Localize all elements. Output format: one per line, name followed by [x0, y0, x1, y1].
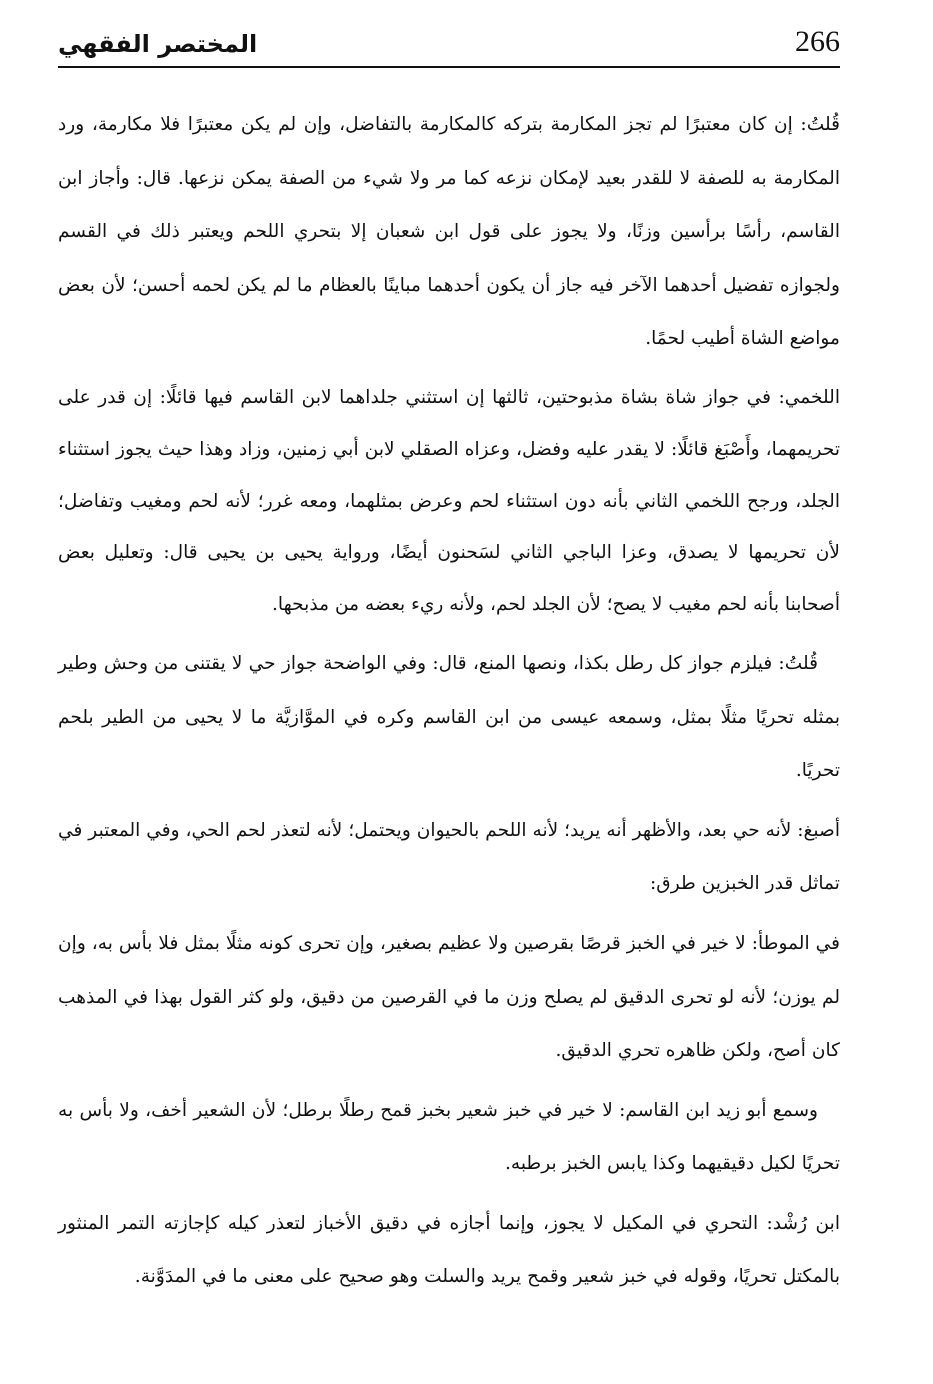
paragraph-lakhmi: اللخمي: في جواز شاة بشاة مذبوحتين، ثالثها إن استثني جلداهما لابن القاسم فيها قائلًا: إن قدر على تحريمهما، وأَصْبَغ قائلًا: لا يقدر عليه وفضل، وعزاه الصقلي لابن أبي زمنين، وزاد وهذا حيث يجوز استثناء الجلد، ورجح اللخمي الثاني بأنه دون استثناء لحم وعرض بمثلهما، ومعه غرر؛ لأنه لحم ومغيب وتفاضل؛ لأن تحريمها لا يصدق، وعزا الباجي الثاني لسَحنون أيضًا، ورواية يحيى بن يحيى قال: وتعليل بعض أصحابنا بأنه لحم مغيب لا يصح؛ لأن الجلد لحم، ولأنه ريء بعضه من مذبحها.	[58, 386, 840, 616]
paragraph-muwatta: في الموطأ: لا خير في الخبز قرصًا بقرصين ولا عظيم بصغير، وإن تحرى كونه مثلًا بمثل فلا بأس به، وإن لم يوزن؛ لأنه لو تحرى الدقيق لم يصلح وزن ما في القرصين من دقيق، ولو كثر القول بهذا في المذهب كان أصح، ولكن ظاهره تحري الدقيق.	[58, 932, 840, 1062]
paragraph-ibn-rushd: ابن رُشْد: التحري في المكيل لا يجوز، وإنما أجازه في دقيق الأخباز لتعذر كيله كإجازته التمر المنثور بالمكتل تحريًا، وقوله في خبز شعير وقمح يريد والسلت وهو صحيح على معنى ما في المدَوَّنة.	[58, 1212, 840, 1288]
body-text	[58, 98, 840, 1310]
running-header	[58, 18, 840, 68]
page-number: 266	[795, 25, 840, 58]
book-title: المختصر الفقهي	[58, 30, 258, 58]
paragraph-qultu-1: قُلتُ: إن كان معتبرًا لم تجز المكارمة بتركه كالمكارمة بالتفاضل، وإن لم يكن معتبرًا فلا مكارمة، ورد المكارمة به للصفة لا للقدر بعيد لإمكان نزعه كما مر ولا شيء من الصفة يمكن نزعها. قال: وأجاز ابن القاسم، رأسًا برأسين وزنًا، ولا يجوز على قول ابن شعبان إلا بتحري اللحم ويعتبر ذلك في القسم ولجوازه تفضيل أحدهما الآخر فيه جاز أن يكون أحدهما مباينًا بالعظام ما لم يكن لحمه أحسن؛ لأن بعض مواضع الشاة أطيب لحمًا.	[58, 114, 840, 350]
paragraph-qultu-2: قُلتُ: فيلزم جواز كل رطل بكذا، ونصها المنع، قال: وفي الواضحة جواز حي لا يقتنى من وحش وطير بمثله تحريًا مثلًا بمثل، وسمعه عيسى من ابن القاسم وكره في الموَّازيَّة ما لا يحيى من الطير بلحم تحريًا.	[58, 652, 840, 782]
book-page	[58, 18, 840, 1358]
paragraph-asbagh: أصبغ: لأنه حي بعد، والأظهر أنه يريد؛ لأنه اللحم بالحيوان ويحتمل؛ لأنه لتعذر لحم الحي، وفي المعتبر في تماثل قدر الخبزين طرق:	[58, 819, 840, 895]
paragraph-abu-zayd: وسمع أبو زيد ابن القاسم: لا خير في خبز شعير بخبز قمح رطلًا برطل؛ لأن الشعير أخف، ولا بأس به تحريًا لكيل دقيقيهما وكذا يابس الخبز برطبه.	[58, 1099, 840, 1175]
